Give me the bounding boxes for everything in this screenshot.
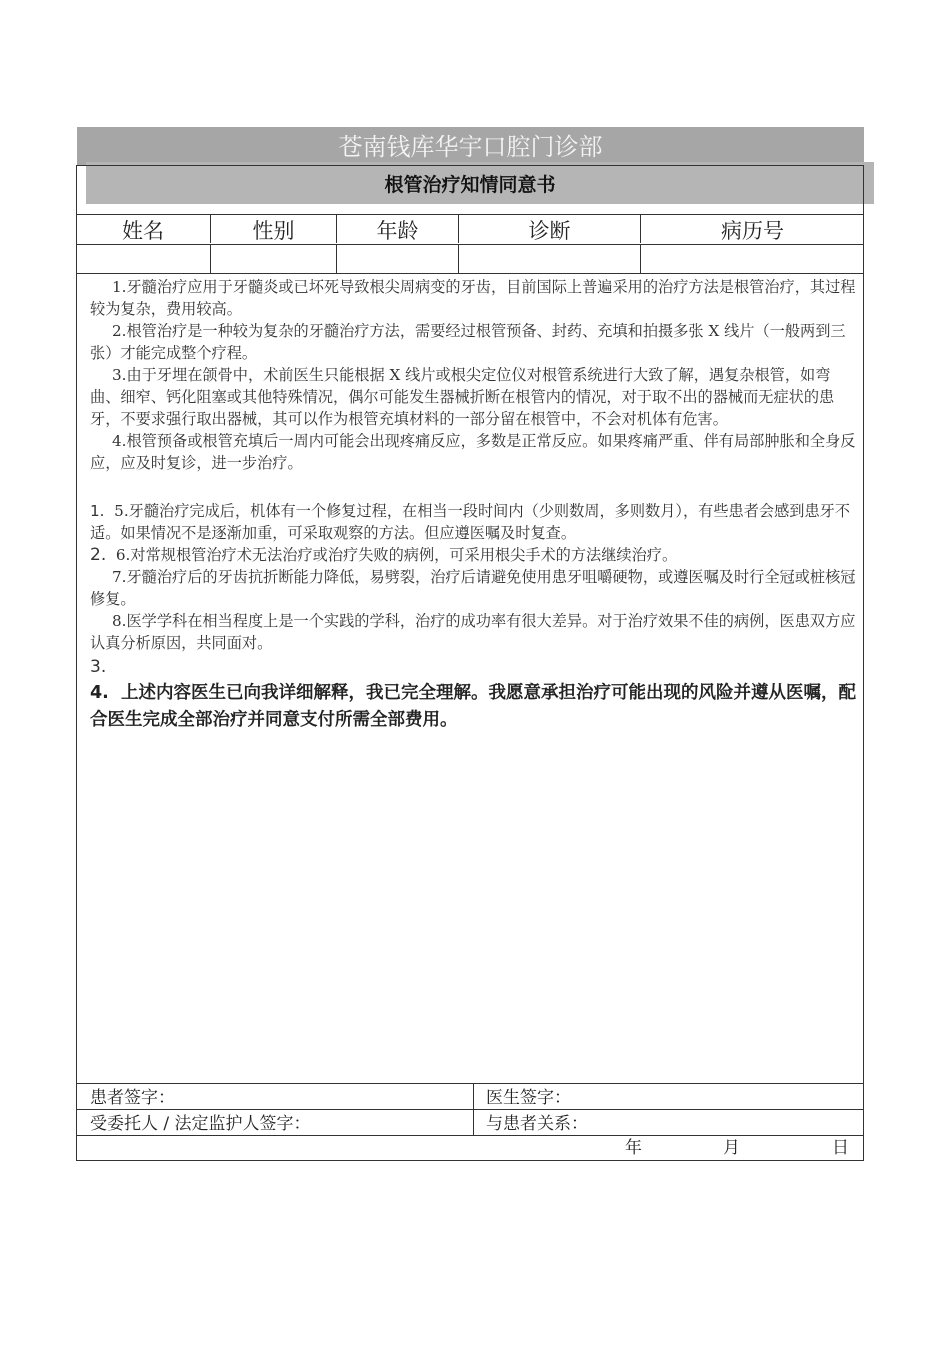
list-number: 2. [90,545,107,565]
consent-form [76,165,864,1161]
header-name: 姓名 [122,219,164,243]
date-year-label: 年 [625,1138,642,1158]
clause-4: 4.根管预备或根管充填后一周内可能会出现疼痛反应，多数是正常反应。如果疼痛严重、伴有局部肿胀和全身反应，应及时复诊，进一步治疗。 [90,432,856,472]
consent-body [90,276,856,734]
list-number: 1. [90,502,105,520]
relation-label: 与患者关系： [486,1114,588,1134]
header-record-number: 病历号 [640,215,864,243]
record-number-field[interactable] [640,244,864,273]
divider [473,1083,474,1135]
clause-5-text: 5.牙髓治疗完成后，机体有一个修复过程，在相当一段时间内（少则数周，多则数月），有些患者会感到患牙不适。如果情况不是逐渐加重，可采取观察的方法。但应遵医嘱及时复查。 [90,502,851,542]
header-diagnosis: 诊断 [458,215,640,243]
clause-7: 7.牙髓治疗后的牙齿抗折断能力降低，易劈裂，治疗后请避免使用患牙咀嚼硬物，或遵医嘱及时行全冠或桩核冠修复。 [90,568,856,608]
clause-8: 8.医学学科在相当程度上是一个实践的学科，治疗的成功率有很大差异。对于治疗效果不佳的病例，医患双方应认真分析原因，共同面对。 [90,612,856,652]
date-day-label: 日 [832,1138,849,1158]
age-field[interactable] [336,244,458,273]
clause-6 [90,544,856,566]
clause-2: 2.根管治疗是一种较为复杂的牙髓治疗方法，需要经过根管预备、封药、充填和拍摄多张 X 线片（一般两到三张）才能完成整个疗程。 [90,322,846,362]
clause-1: 1.牙髓治疗应用于牙髓炎或已坏死导致根尖周病变的牙齿，目前国际上普遍采用的治疗方法是根管治疗，其过程较为复杂，费用较高。 [90,278,856,318]
header-gender: 性别 [210,215,336,243]
clause-5 [90,500,856,544]
doctor-signature-label: 医生签字： [486,1088,571,1108]
clinic-name-banner: 苍南钱库华宇口腔门诊部 [77,127,864,165]
patient-signature-label: 患者签字： [90,1088,175,1108]
consent-statement [90,680,856,734]
name-field[interactable] [77,244,209,273]
divider [77,273,863,274]
list-number: 4. [90,683,109,703]
date-month-label: 月 [723,1138,740,1158]
gender-field[interactable] [210,244,336,273]
list-number: 3. [90,657,107,677]
divider [77,1083,863,1084]
clause-6-text: 6.对常规根管治疗术无法治疗或治疗失败的病例，可采用根尖手术的方法继续治疗。 [115,546,678,564]
clause-3: 3.由于牙埋在颌骨中，术前医生只能根据 X 线片或根尖定位仪对根管系统进行大致了解，遇复杂根管，如弯曲、细窄、钙化阻塞或其他特殊情况，偶尔可能发生器械折断在根管内的情况，对于取不出的器械而无症状的患牙，不要求强行取出器械，其可以作为根管充填材料的一部分留在根管中，不会对机体有危害。 [90,366,835,428]
form-title: 根管治疗知情同意书 [384,174,556,196]
guardian-signature-label: 受委托人 / 法定监护人签字： [90,1114,311,1134]
divider [77,1135,863,1136]
divider [77,1109,863,1110]
diagnosis-field[interactable] [458,244,640,273]
header-age: 年龄 [336,215,458,243]
consent-statement-text: 上述内容医生已向我详细解释，我已完全理解。我愿意承担治疗可能出现的风险并遵从医嘱，配合医生完成全部治疗并同意支付所需全部费用。 [90,683,857,730]
